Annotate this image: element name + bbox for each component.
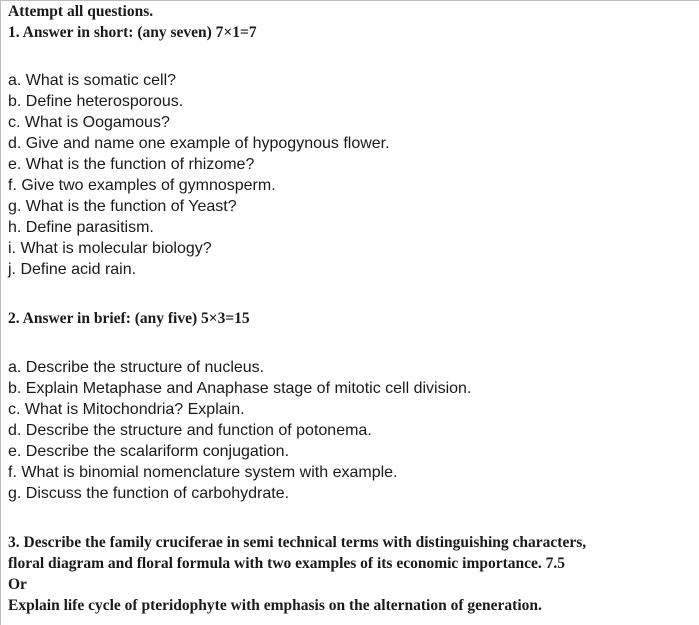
question-item: f. Give two examples of gymnosperm. [8, 177, 276, 194]
question-item: d. Describe the structure and function of potonema. [8, 422, 372, 439]
section-2-question-list [8, 357, 699, 504]
question-item: e. Describe the scalariform conjugation. [8, 443, 290, 460]
or-separator: Or [8, 576, 27, 593]
question-item: c. What is Oogamous? [8, 114, 170, 131]
question-item: c. What is Mitochondria? Explain. [8, 401, 245, 418]
question-item: b. Explain Metaphase and Anaphase stage of mitotic cell division. [8, 380, 472, 397]
question-item: a. What is somatic cell? [8, 72, 177, 89]
section-3-question-line: 3. Describe the family cruciferae in semi technical terms with distinguishing characters, [8, 534, 587, 551]
section-3-question-line: floral diagram and floral formula with two examples of its economic importance. 7.5 [8, 555, 566, 572]
question-item: d. Give and name one example of hypogynous flower. [8, 135, 390, 152]
question-item: b. Define heterosporous. [8, 93, 184, 110]
spacer [8, 280, 699, 308]
question-item: g. Discuss the function of carbohydrate. [8, 485, 290, 502]
spacer [8, 43, 699, 70]
spacer [8, 329, 699, 357]
spacer [8, 504, 699, 532]
section-2-heading: 2. Answer in brief: (any five) 5×3=15 [8, 310, 250, 327]
question-item: e. What is the function of rhizome? [8, 156, 255, 173]
question-item: h. Define parasitism. [8, 219, 154, 236]
question-item: f. What is binomial nomenclature system with example. [8, 464, 398, 481]
question-item: g. What is the function of Yeast? [8, 198, 237, 215]
question-item: a. Describe the structure of nucleus. [8, 359, 265, 376]
section-1-heading: 1. Answer in short: (any seven) 7×1=7 [8, 24, 257, 41]
question-item: j. Define acid rain. [8, 261, 137, 278]
section-3-alternative-question: Explain life cycle of pteridophyte with emphasis on the alternation of generation. [8, 597, 542, 614]
question-item: i. What is molecular biology? [8, 240, 212, 257]
instruction-text: Attempt all questions. [8, 3, 154, 20]
section-1-question-list [8, 70, 699, 280]
